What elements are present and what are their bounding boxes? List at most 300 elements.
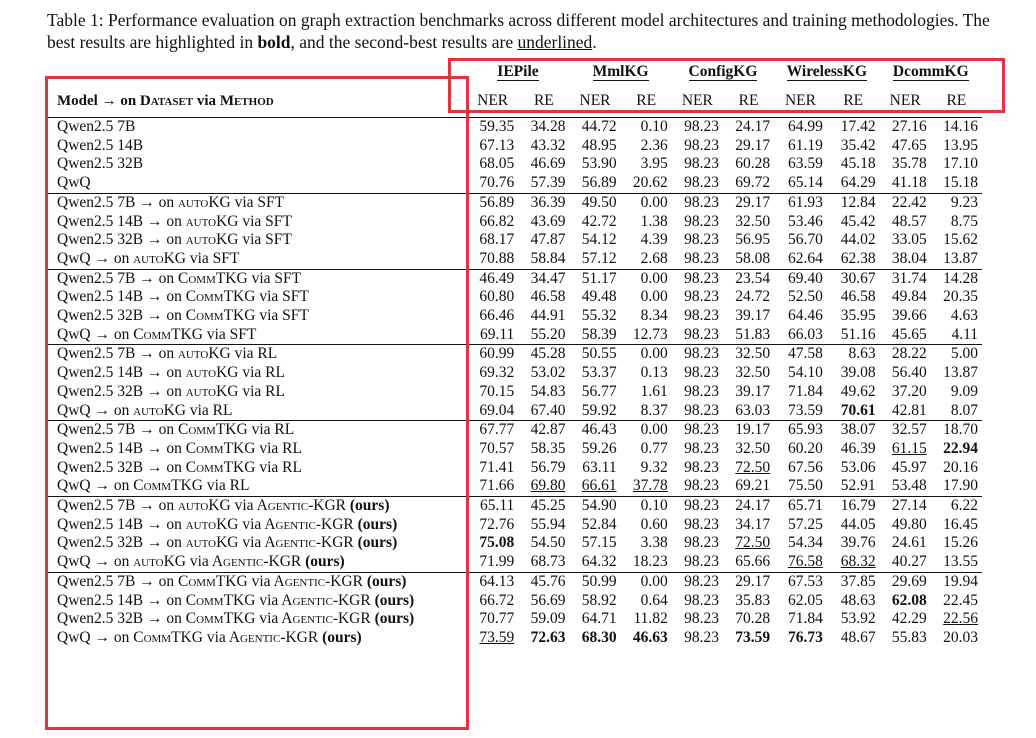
score-cell: 59.09 xyxy=(530,610,566,628)
score-cell: 61.19 xyxy=(787,136,823,154)
score-cell: 69.32 xyxy=(479,364,515,382)
score-cell: 66.72 xyxy=(479,591,515,609)
score-cell: 16.45 xyxy=(943,515,978,533)
score-cell: 9.23 xyxy=(931,193,982,212)
score-cell: 17.42 xyxy=(840,118,876,135)
score-cell: 49.62 xyxy=(840,382,876,400)
score-cell: 15.18 xyxy=(943,174,978,192)
model-name-cell: QwQ → on autoKG via SFT xyxy=(47,250,467,269)
score-cell: 98.23 xyxy=(684,212,719,230)
score-cell: 98.23 xyxy=(684,439,719,457)
score-cell: 72.50 xyxy=(735,534,771,552)
score-cell: 46.63 xyxy=(632,628,668,646)
score-cell: 47.87 xyxy=(530,231,566,249)
score-cell: 27.14 xyxy=(880,497,931,516)
score-cell: 98.23 xyxy=(684,553,719,571)
score-cell: 0.00 xyxy=(621,572,672,591)
model-name-cell: Qwen2.5 32B → on CommTKG via SFT xyxy=(47,307,467,326)
score-cell: 32.50 xyxy=(735,364,771,382)
model-name-cell: Qwen2.5 32B → on CommTKG via RL xyxy=(47,459,467,478)
score-cell: 46.39 xyxy=(840,439,876,457)
score-cell: 15.62 xyxy=(943,231,978,249)
score-cell: 20.35 xyxy=(943,288,978,306)
score-cell: 71.84 xyxy=(787,382,823,400)
score-cell: 98.23 xyxy=(684,382,719,400)
score-cell: 54.34 xyxy=(787,534,823,552)
score-cell: 98.23 xyxy=(672,269,723,288)
score-cell: 53.06 xyxy=(840,458,876,476)
score-cell: 37.85 xyxy=(827,572,880,591)
dataset-label: IEPile xyxy=(497,63,539,80)
model-name-cell: Qwen2.5 14B → on CommTKG via RL xyxy=(47,440,467,459)
score-cell: 59.92 xyxy=(581,401,617,419)
score-cell: 43.69 xyxy=(530,212,566,230)
score-cell: 53.46 xyxy=(787,212,823,230)
score-cell: 54.50 xyxy=(530,534,566,552)
score-cell: 57.15 xyxy=(581,534,617,552)
score-cell: 35.78 xyxy=(891,155,927,173)
score-cell: 29.69 xyxy=(880,572,931,591)
score-cell: 62.05 xyxy=(787,591,823,609)
score-cell: 53.92 xyxy=(840,610,876,628)
score-cell: 75.50 xyxy=(787,477,823,495)
score-cell: 60.20 xyxy=(787,439,823,457)
score-cell: 56.70 xyxy=(787,231,823,249)
score-cell: 46.58 xyxy=(530,288,566,306)
score-cell: 54.90 xyxy=(569,497,620,516)
score-cell: 70.15 xyxy=(479,382,515,400)
score-cell: 0.10 xyxy=(640,118,668,135)
dataset-label: WirelessKG xyxy=(786,63,868,80)
score-cell: 56.77 xyxy=(581,382,617,400)
score-cell: 66.03 xyxy=(787,325,823,343)
score-cell: 63.03 xyxy=(735,401,771,419)
score-cell: 71.99 xyxy=(479,553,515,571)
score-cell: 18.23 xyxy=(632,553,668,571)
score-cell: 46.43 xyxy=(569,421,620,440)
score-cell: 62.38 xyxy=(840,249,876,267)
score-cell: 64.13 xyxy=(467,572,519,591)
score-cell: 59.35 xyxy=(479,118,515,135)
score-cell: 17.90 xyxy=(943,477,978,495)
score-cell: 98.23 xyxy=(684,364,719,382)
score-cell: 45.97 xyxy=(891,458,927,476)
model-name-cell: QwQ → on autoKG via RL xyxy=(47,402,467,421)
model-name-cell: Qwen2.5 7B → on autoKG via RL xyxy=(47,345,467,364)
score-cell: 39.08 xyxy=(840,364,876,382)
score-cell: 52.84 xyxy=(581,515,617,533)
score-cell: 19.17 xyxy=(723,421,774,440)
score-cell: 35.95 xyxy=(840,307,876,325)
score-cell: 1.38 xyxy=(640,212,668,230)
score-cell: 35.42 xyxy=(840,136,876,154)
metric-header-ner: NER xyxy=(467,85,519,118)
score-cell: 44.02 xyxy=(840,231,876,249)
score-cell: 48.63 xyxy=(840,591,876,609)
score-cell: 32.50 xyxy=(723,345,774,364)
model-name-cell: QwQ → on CommTKG via RL xyxy=(47,477,467,496)
score-cell: 13.87 xyxy=(943,364,978,382)
score-cell: 60.80 xyxy=(479,288,515,306)
model-name-cell: Qwen2.5 14B xyxy=(47,137,467,156)
metric-header-re: RE xyxy=(931,85,982,118)
score-cell: 2.36 xyxy=(640,136,668,154)
metric-header-re: RE xyxy=(518,85,569,118)
score-cell: 44.05 xyxy=(840,515,876,533)
dataset-header-highlight-box xyxy=(448,58,1005,113)
score-cell: 0.00 xyxy=(621,269,672,288)
model-name-cell: Qwen2.5 7B → on CommTKG via RL xyxy=(47,421,467,440)
score-cell: 20.16 xyxy=(943,458,978,476)
score-cell: 56.89 xyxy=(467,193,519,212)
score-cell: 64.32 xyxy=(581,553,617,571)
score-cell: 46.58 xyxy=(840,288,876,306)
score-cell: 98.23 xyxy=(684,174,719,192)
model-name-cell: QwQ xyxy=(47,174,467,193)
model-name-cell: Qwen2.5 14B → on CommTKG via SFT xyxy=(47,288,467,307)
score-cell: 98.23 xyxy=(684,155,719,173)
model-name-cell: Qwen2.5 14B → on autoKG via RL xyxy=(47,364,467,383)
score-cell: 42.29 xyxy=(891,610,927,628)
score-cell: 64.46 xyxy=(787,307,823,325)
score-cell: 48.67 xyxy=(840,628,876,646)
score-cell: 0.13 xyxy=(640,364,668,382)
score-cell: 64.29 xyxy=(840,174,876,192)
score-cell: 60.28 xyxy=(735,155,771,173)
score-cell: 98.23 xyxy=(672,572,723,591)
model-name-cell: Qwen2.5 32B → on autoKG via SFT xyxy=(47,231,467,250)
score-cell: 98.23 xyxy=(684,231,719,249)
score-cell: 39.66 xyxy=(891,307,927,325)
model-name-cell: Qwen2.5 32B → on autoKG via Agentic-KGR (ours) xyxy=(47,534,467,553)
model-name-cell: Qwen2.5 7B → on autoKG via Agentic-KGR (ours) xyxy=(47,497,467,516)
model-name-cell: Qwen2.5 7B → on autoKG via SFT xyxy=(47,193,467,212)
score-cell: 98.23 xyxy=(672,421,723,440)
score-cell: 98.23 xyxy=(684,118,719,135)
score-cell: 47.58 xyxy=(774,345,827,364)
score-cell: 98.23 xyxy=(684,591,719,609)
score-cell: 36.39 xyxy=(518,193,569,212)
score-cell: 98.23 xyxy=(684,628,719,646)
score-cell: 34.17 xyxy=(735,515,771,533)
score-cell: 46.49 xyxy=(467,269,519,288)
score-cell: 38.07 xyxy=(827,421,880,440)
score-cell: 98.23 xyxy=(684,401,719,419)
score-cell: 57.12 xyxy=(581,249,617,267)
score-cell: 8.34 xyxy=(640,307,668,325)
score-cell: 52.91 xyxy=(840,477,876,495)
score-cell: 63.11 xyxy=(582,458,617,476)
score-cell: 61.15 xyxy=(891,439,927,457)
score-cell: 17.10 xyxy=(943,155,978,173)
score-cell: 29.17 xyxy=(723,572,774,591)
score-cell: 13.95 xyxy=(943,136,978,154)
score-cell: 53.90 xyxy=(581,155,617,173)
score-cell: 98.23 xyxy=(684,325,719,343)
score-cell: 55.20 xyxy=(530,325,566,343)
score-cell: 98.23 xyxy=(672,497,723,516)
score-cell: 65.11 xyxy=(467,497,519,516)
model-name-cell: Qwen2.5 14B → on CommTKG via Agentic-KGR (ours) xyxy=(47,592,467,611)
score-cell: 98.23 xyxy=(684,534,719,552)
score-cell: 67.53 xyxy=(774,572,827,591)
score-cell: 2.68 xyxy=(640,249,668,267)
score-cell: 5.00 xyxy=(931,345,982,364)
score-cell: 9.32 xyxy=(640,458,668,476)
score-cell: 23.54 xyxy=(723,269,774,288)
score-cell: 44.72 xyxy=(581,118,617,135)
metric-header-ner: NER xyxy=(672,85,723,118)
score-cell: 71.66 xyxy=(479,477,515,495)
model-name-cell: Qwen2.5 32B → on CommTKG via Agentic-KGR (ours) xyxy=(47,610,467,629)
caption-bold-word: bold xyxy=(257,32,291,52)
score-cell: 8.07 xyxy=(950,401,978,419)
score-cell: 58.08 xyxy=(735,249,771,267)
score-cell: 37.20 xyxy=(891,382,927,400)
score-cell: 4.11 xyxy=(951,325,978,343)
score-cell: 42.87 xyxy=(518,421,569,440)
score-cell: 59.26 xyxy=(581,439,617,457)
score-cell: 0.00 xyxy=(621,345,672,364)
score-cell: 67.40 xyxy=(530,401,566,419)
score-cell: 72.76 xyxy=(479,515,515,533)
score-cell: 98.23 xyxy=(684,288,719,306)
metric-header-ner: NER xyxy=(880,85,931,118)
score-cell: 45.42 xyxy=(840,212,876,230)
score-cell: 67.13 xyxy=(479,136,515,154)
score-cell: 54.10 xyxy=(787,364,823,382)
score-cell: 66.61 xyxy=(581,477,617,495)
score-cell: 0.64 xyxy=(640,591,668,609)
score-cell: 98.23 xyxy=(684,307,719,325)
score-cell: 8.37 xyxy=(640,401,668,419)
score-cell: 65.93 xyxy=(774,421,827,440)
score-cell: 18.70 xyxy=(931,421,982,440)
score-cell: 28.22 xyxy=(880,345,931,364)
score-cell: 24.17 xyxy=(735,118,771,135)
score-cell: 67.77 xyxy=(467,421,519,440)
metric-header-re: RE xyxy=(827,85,880,118)
score-cell: 58.35 xyxy=(530,439,566,457)
score-cell: 58.39 xyxy=(581,325,617,343)
score-cell: 51.16 xyxy=(840,325,876,343)
score-cell: 49.84 xyxy=(891,288,927,306)
score-cell: 1.61 xyxy=(640,382,668,400)
score-cell: 48.95 xyxy=(581,136,617,154)
score-cell: 98.23 xyxy=(684,515,719,533)
model-name-cell: Qwen2.5 32B → on autoKG via RL xyxy=(47,383,467,402)
score-cell: 71.84 xyxy=(787,610,823,628)
score-cell: 70.88 xyxy=(479,249,515,267)
score-cell: 70.61 xyxy=(840,401,876,419)
score-cell: 29.17 xyxy=(735,136,771,154)
score-cell: 33.05 xyxy=(891,231,927,249)
score-cell: 47.65 xyxy=(891,136,927,154)
score-cell: 20.62 xyxy=(632,174,668,192)
score-cell: 8.75 xyxy=(950,212,978,230)
score-cell: 44.91 xyxy=(530,307,566,325)
model-name-cell: QwQ → on autoKG via Agentic-KGR (ours) xyxy=(47,553,467,572)
dataset-label: DcommKG xyxy=(892,63,969,80)
score-cell: 98.23 xyxy=(684,458,719,476)
score-cell: 24.72 xyxy=(735,288,771,306)
score-cell: 19.94 xyxy=(931,572,982,591)
score-cell: 40.27 xyxy=(891,553,927,571)
score-cell: 22.94 xyxy=(943,439,978,457)
caption-suffix: . xyxy=(592,32,597,52)
score-cell: 66.46 xyxy=(479,307,515,325)
score-cell: 53.02 xyxy=(530,364,566,382)
model-name-cell: Qwen2.5 7B xyxy=(47,118,467,137)
score-cell: 60.99 xyxy=(467,345,519,364)
score-cell: 0.77 xyxy=(640,439,668,457)
score-cell: 45.25 xyxy=(518,497,569,516)
score-cell: 98.23 xyxy=(672,345,723,364)
score-cell: 66.82 xyxy=(479,212,515,230)
score-cell: 12.84 xyxy=(827,193,880,212)
score-cell: 56.79 xyxy=(530,458,566,476)
score-cell: 0.10 xyxy=(621,497,672,516)
score-cell: 49.50 xyxy=(569,193,620,212)
score-cell: 39.17 xyxy=(735,307,771,325)
score-cell: 39.17 xyxy=(735,382,771,400)
score-cell: 69.21 xyxy=(735,477,771,495)
score-cell: 37.78 xyxy=(632,477,668,495)
score-cell: 73.59 xyxy=(735,628,771,646)
score-cell: 0.60 xyxy=(640,515,668,533)
score-cell: 27.16 xyxy=(891,118,927,135)
score-cell: 70.28 xyxy=(735,610,771,628)
score-cell: 98.23 xyxy=(684,136,719,154)
score-cell: 53.48 xyxy=(891,477,927,495)
score-cell: 8.63 xyxy=(827,345,880,364)
score-cell: 55.94 xyxy=(530,515,566,533)
score-cell: 46.69 xyxy=(530,155,566,173)
score-cell: 54.83 xyxy=(530,382,566,400)
score-cell: 38.04 xyxy=(891,249,927,267)
score-cell: 70.77 xyxy=(479,610,515,628)
score-cell: 72.63 xyxy=(530,628,566,646)
score-cell: 34.47 xyxy=(518,269,569,288)
metric-header-ner: NER xyxy=(569,85,620,118)
dataset-label: ConfigKG xyxy=(688,63,758,80)
score-cell: 56.40 xyxy=(891,364,927,382)
score-cell: 31.74 xyxy=(880,269,931,288)
metric-header-re: RE xyxy=(723,85,774,118)
score-cell: 98.23 xyxy=(684,477,719,495)
score-cell: 4.63 xyxy=(950,307,978,325)
score-cell: 22.45 xyxy=(943,591,978,609)
score-cell: 45.28 xyxy=(518,345,569,364)
model-column-header: Model → on Dataset via Method xyxy=(47,85,467,118)
score-cell: 32.50 xyxy=(735,439,771,457)
score-cell: 70.76 xyxy=(479,174,515,192)
score-cell: 73.59 xyxy=(787,401,823,419)
score-cell: 76.73 xyxy=(787,628,823,646)
score-cell: 13.55 xyxy=(943,553,978,571)
score-cell: 51.83 xyxy=(735,325,771,343)
score-cell: 42.72 xyxy=(581,212,617,230)
model-name-cell: Qwen2.5 14B → on autoKG via SFT xyxy=(47,213,467,232)
score-cell: 68.17 xyxy=(479,231,515,249)
score-cell: 41.18 xyxy=(891,174,927,192)
score-cell: 15.26 xyxy=(943,534,978,552)
score-cell: 69.04 xyxy=(479,401,515,419)
model-name-cell: Qwen2.5 7B → on CommTKG via Agentic-KGR (ours) xyxy=(47,572,467,591)
score-cell: 22.42 xyxy=(880,193,931,212)
score-cell: 49.80 xyxy=(891,515,927,533)
score-cell: 58.92 xyxy=(581,591,617,609)
score-cell: 54.12 xyxy=(581,231,617,249)
score-cell: 12.73 xyxy=(632,325,668,343)
score-cell: 3.38 xyxy=(640,534,668,552)
metric-header-ner: NER xyxy=(774,85,827,118)
score-cell: 57.39 xyxy=(530,174,566,192)
score-cell: 56.95 xyxy=(735,231,771,249)
score-cell: 24.17 xyxy=(723,497,774,516)
score-cell: 68.32 xyxy=(840,553,876,571)
caption-underline-word: underlined xyxy=(517,32,593,52)
score-cell: 24.61 xyxy=(891,534,927,552)
score-cell: 48.57 xyxy=(891,212,927,230)
score-cell: 69.40 xyxy=(774,269,827,288)
score-cell: 67.56 xyxy=(787,458,823,476)
score-cell: 29.17 xyxy=(723,193,774,212)
score-cell: 9.09 xyxy=(950,382,978,400)
score-cell: 52.50 xyxy=(787,288,823,306)
score-cell: 58.84 xyxy=(530,249,566,267)
score-cell: 30.67 xyxy=(827,269,880,288)
score-cell: 45.18 xyxy=(840,155,876,173)
score-cell: 6.22 xyxy=(931,497,982,516)
score-cell: 63.59 xyxy=(787,155,823,173)
model-column-highlight-box xyxy=(45,76,469,730)
score-cell: 13.87 xyxy=(943,249,978,267)
score-cell: 55.83 xyxy=(891,628,927,646)
score-cell: 55.32 xyxy=(581,307,617,325)
table-caption xyxy=(47,9,997,53)
caption-text: Table 1: Performance evaluation on graph extraction benchmarks across different model architectures and training methodologies. The best results are highlighted in xyxy=(47,10,990,52)
score-cell: 61.93 xyxy=(774,193,827,212)
score-cell: 16.79 xyxy=(827,497,880,516)
score-cell: 72.50 xyxy=(735,458,771,476)
score-cell: 68.30 xyxy=(581,628,617,646)
score-cell: 42.81 xyxy=(891,401,927,419)
score-cell: 0.00 xyxy=(621,193,672,212)
score-cell: 34.28 xyxy=(530,118,566,135)
score-cell: 62.08 xyxy=(891,591,927,609)
score-cell: 73.59 xyxy=(479,628,515,646)
score-cell: 50.99 xyxy=(569,572,620,591)
score-cell: 71.41 xyxy=(479,458,515,476)
metric-header-re: RE xyxy=(621,85,672,118)
score-cell: 45.76 xyxy=(518,572,569,591)
score-cell: 69.72 xyxy=(735,174,771,192)
score-cell: 0.00 xyxy=(621,421,672,440)
score-cell: 14.28 xyxy=(931,269,982,288)
score-cell: 50.55 xyxy=(569,345,620,364)
caption-text-middle: , and the second-best results are xyxy=(290,32,518,52)
score-cell: 45.65 xyxy=(891,325,927,343)
score-cell: 39.76 xyxy=(840,534,876,552)
score-cell: 20.03 xyxy=(943,628,978,646)
score-cell: 64.71 xyxy=(581,610,617,628)
score-cell: 64.99 xyxy=(787,118,823,135)
score-cell: 51.17 xyxy=(569,269,620,288)
score-cell: 69.11 xyxy=(479,325,515,343)
score-cell: 22.56 xyxy=(943,610,978,628)
score-cell: 57.25 xyxy=(787,515,823,533)
